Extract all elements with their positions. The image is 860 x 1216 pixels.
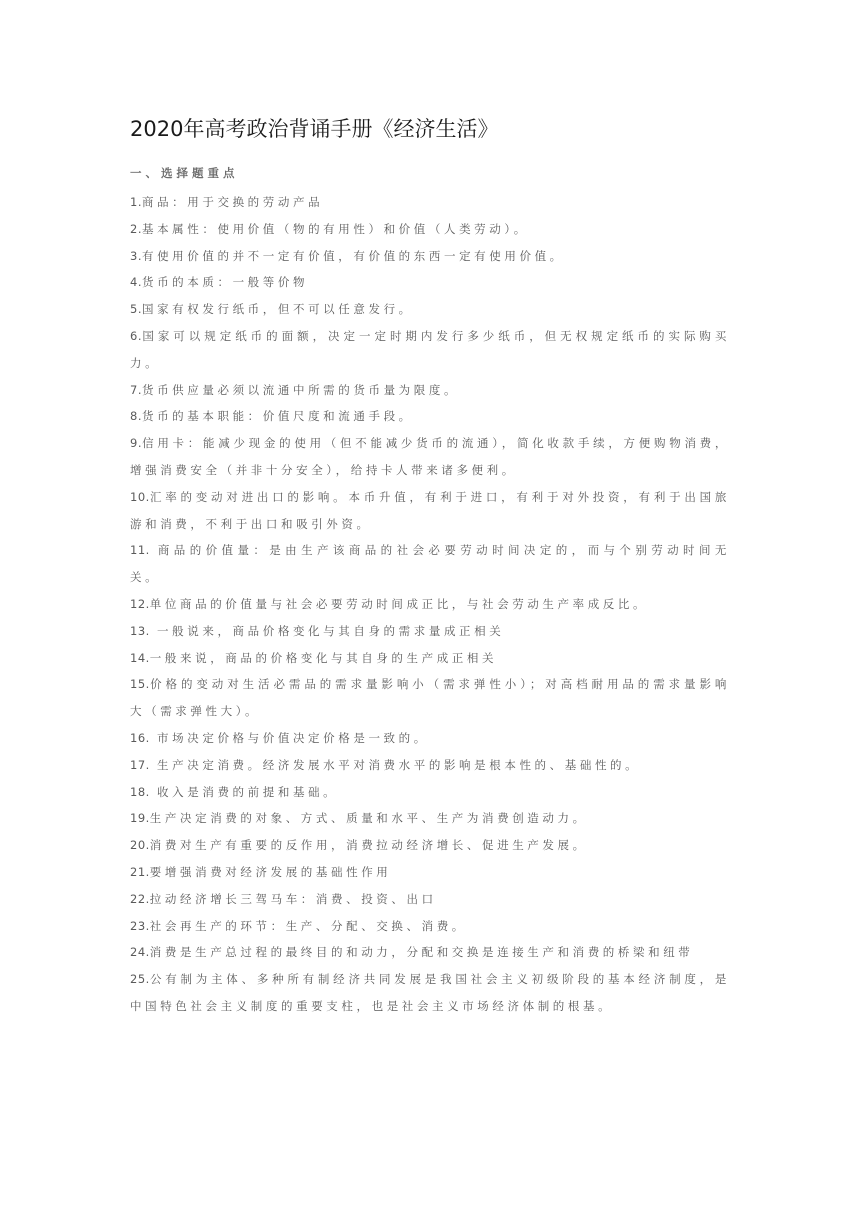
item-number: 15. bbox=[130, 677, 150, 692]
item-text: 价格的变动对生活必需品的需求量影响小（需求弹性小）；对高档耐用品的需求量影响大（需求弹性大）。 bbox=[130, 677, 730, 719]
list-item bbox=[130, 377, 730, 404]
item-number: 10. bbox=[130, 489, 150, 504]
list-item bbox=[130, 752, 730, 779]
item-number: 8. bbox=[130, 409, 142, 424]
item-text: 市场决定价格与价值决定价格是一致的。 bbox=[149, 730, 429, 745]
item-number: 20. bbox=[130, 838, 150, 853]
list-item bbox=[130, 939, 730, 966]
item-number: 5. bbox=[130, 302, 142, 317]
item-number: 11. bbox=[130, 543, 150, 558]
list-item bbox=[130, 832, 730, 859]
item-text: 一般说来，商品价格变化与其自身的需求量成正相关 bbox=[149, 623, 505, 638]
list-item bbox=[130, 323, 730, 377]
list-item bbox=[130, 484, 730, 538]
list-item bbox=[130, 671, 730, 725]
item-number: 16. bbox=[130, 730, 150, 745]
list-item bbox=[130, 403, 730, 430]
document-title: 2020年高考政治背诵手册《经济生活》 bbox=[130, 117, 499, 141]
item-number: 23. bbox=[130, 918, 150, 933]
item-number: 13. bbox=[130, 623, 150, 638]
item-text: 基本属性：使用价值（物的有用性）和价值（人类劳动）。 bbox=[141, 221, 529, 236]
item-text: 生产决定消费的对象、方式、质量和水平、生产为消费创造动力。 bbox=[149, 811, 588, 826]
document-page bbox=[130, 112, 730, 1020]
item-text: 生产决定消费。经济发展水平对消费水平的影响是根本性的、基础性的。 bbox=[149, 757, 641, 772]
list-item bbox=[130, 725, 730, 752]
item-number: 4. bbox=[130, 275, 142, 290]
list-item bbox=[130, 243, 730, 270]
item-number: 7. bbox=[130, 382, 142, 397]
item-text: 汇率的变动对进出口的影响。本币升值，有利于进口，有利于对外投资，有利于出国旅游和消费，不利于出口和吸引外资。 bbox=[130, 489, 730, 531]
list-item bbox=[130, 886, 730, 913]
item-number: 1. bbox=[130, 195, 142, 209]
item-text: 国家可以规定纸币的面额，决定一定时期内发行多少纸币，但无权规定纸币的实际购买力。 bbox=[130, 328, 730, 370]
item-text: 拉动经济增长三驾马车：消费、投资、出口 bbox=[149, 891, 437, 906]
section-heading: 一、选择题重点 bbox=[130, 166, 239, 180]
item-text: 商品的价值量：是由生产该商品的社会必要劳动时间决定的，而与个别劳动时间无关。 bbox=[130, 543, 730, 585]
item-number: 14. bbox=[130, 650, 150, 665]
item-number: 9. bbox=[130, 436, 142, 451]
item-number: 21. bbox=[130, 864, 150, 879]
item-text: 有使用价值的并不一定有价值，有价值的东西一定有使用价值。 bbox=[141, 248, 565, 263]
list-item bbox=[130, 645, 730, 672]
list-item bbox=[130, 591, 730, 618]
item-text: 收入是消费的前提和基础。 bbox=[149, 784, 339, 799]
item-text: 货币的本质：一般等价物 bbox=[141, 275, 309, 290]
item-text: 一般来说，商品的价格变化与其自身的生产成正相关 bbox=[149, 650, 498, 665]
list-item bbox=[130, 189, 730, 216]
item-number: 12. bbox=[130, 596, 150, 611]
item-number: 17. bbox=[130, 757, 150, 772]
list-item bbox=[130, 296, 730, 323]
list-item bbox=[130, 913, 730, 940]
item-number: 24. bbox=[130, 945, 150, 960]
list-item bbox=[130, 537, 730, 591]
item-number: 3. bbox=[130, 248, 142, 263]
item-number: 22. bbox=[130, 891, 150, 906]
item-text: 信用卡：能减少现金的使用（但不能减少货币的流通），简化收款手续，方便购物消费，增强消费安全（并非十分安全），给持卡人带来诸多便利。 bbox=[130, 436, 730, 477]
list-item bbox=[130, 216, 730, 243]
item-number: 18. bbox=[130, 784, 150, 799]
item-text: 要增强消费对经济发展的基础性作用 bbox=[149, 864, 392, 879]
item-text: 货币的基本职能：价值尺度和流通手段。 bbox=[141, 409, 414, 424]
item-number: 2. bbox=[130, 221, 142, 236]
item-text: 商品：用于交换的劳动产品 bbox=[141, 195, 324, 209]
item-text: 社会再生产的环节：生产、分配、交换、消费。 bbox=[149, 918, 467, 933]
item-number: 19. bbox=[130, 811, 150, 826]
item-text: 消费对生产有重要的反作用，消费拉动经济增长、促进生产发展。 bbox=[149, 838, 588, 853]
list-item bbox=[130, 618, 730, 645]
item-text: 国家有权发行纸币，但不可以任意发行。 bbox=[141, 302, 414, 317]
list-item bbox=[130, 859, 730, 886]
item-text: 货币供应量必须以流通中所需的货币量为限度。 bbox=[141, 382, 460, 397]
item-text: 公有制为主体、多种所有制经济共同发展是我国社会主义初级阶段的基本经济制度，是中国特色社会主义制度的重要支柱，也是社会主义市场经济体制的根基。 bbox=[130, 972, 730, 1013]
list-item bbox=[130, 966, 730, 1020]
item-text: 消费是生产总过程的最终目的和动力，分配和交换是连接生产和消费的桥梁和纽带 bbox=[149, 945, 694, 960]
item-number: 25. bbox=[130, 972, 150, 987]
list-item bbox=[130, 269, 730, 296]
list-item bbox=[130, 430, 730, 484]
item-list bbox=[130, 189, 730, 1020]
list-item bbox=[130, 805, 730, 832]
item-text: 单位商品的价值量与社会必要劳动时间成正比，与社会劳动生产率成反比。 bbox=[149, 596, 649, 611]
list-item bbox=[130, 779, 730, 806]
item-number: 6. bbox=[130, 328, 142, 343]
